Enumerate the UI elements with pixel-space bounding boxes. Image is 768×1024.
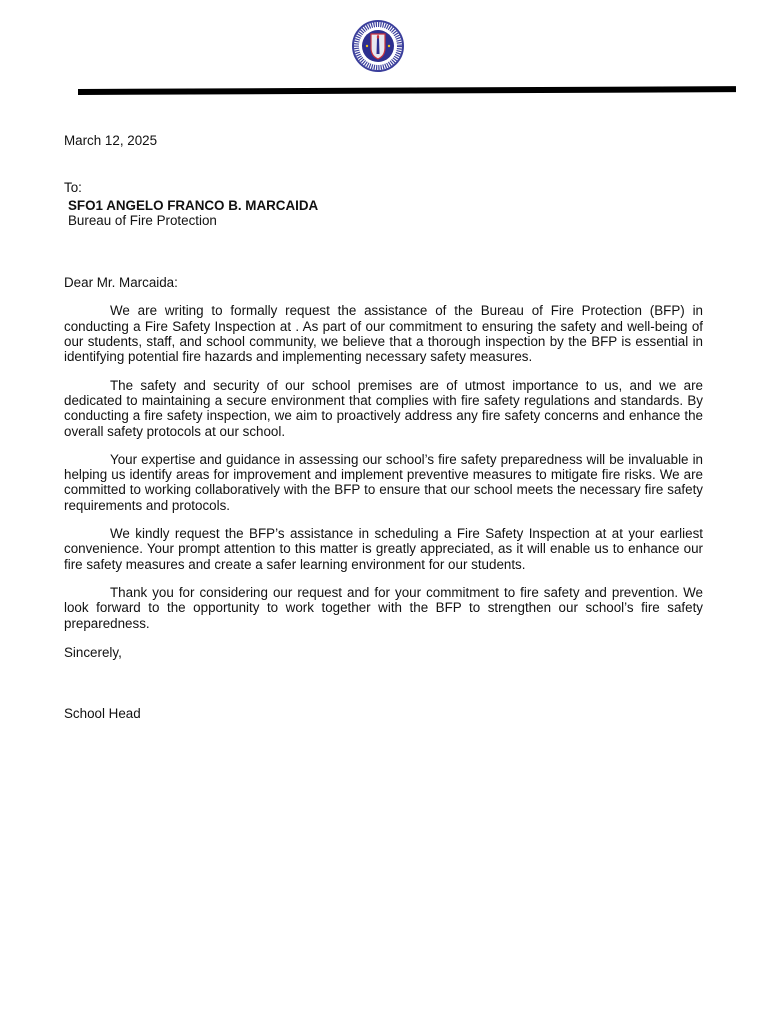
seal-star-left [366, 45, 368, 47]
header-divider-rule [78, 86, 736, 95]
recipient-organization: Bureau of Fire Protection [68, 212, 217, 228]
body-paragraph: We are writing to formally request the assistance of the Bureau of Fire Protection (BFP) in conducting a Fire Safety Inspection at . As part of our commitment to ensuring the safety and well-being of our students, staff, and school community, we believe that a thorough inspection by the BFP is essential in identifying potential fire hazards and implementing necessary safety measures. [64, 303, 703, 365]
seal-star-right [388, 45, 390, 47]
recipient-name: SFO1 ANGELO FRANCO B. MARCAIDA [68, 197, 319, 213]
signatory: School Head [64, 706, 141, 722]
salutation: Dear Mr. Marcaida: [64, 275, 178, 291]
letter-date: March 12, 2025 [64, 133, 158, 148]
letter-body [64, 133, 703, 721]
to-label: To: [64, 180, 82, 196]
body-paragraph: We kindly request the BFP’s assistance in scheduling a Fire Safety Inspection at at your earliest convenience. Your prompt attention to this matter is greatly appreciated, as it will enable us to enhance our fire safety measures and create a safer learning environment for our students. [64, 526, 703, 572]
body-paragraph: Thank you for considering our request and for your commitment to fire safety and prevention. We look forward to the opportunity to work together with the BFP to strengthen our school’s fire safety preparedness. [64, 584, 703, 631]
seal-torch-icon [377, 38, 380, 54]
closing: Sincerely, [64, 644, 122, 660]
deped-seal-logo [350, 20, 406, 72]
body-paragraph: Your expertise and guidance in assessing our school’s fire safety preparedness will be invaluable in helping us identify areas for improvement and implement preventive measures to mitigate fire risks. We are committed to working collaboratively with the BFP to ensure that our school meets the necessary fire safety requirements and protocols. [64, 451, 703, 513]
body-paragraph: The safety and security of our school premises are of utmost importance to us, and we are dedicated to maintaining a secure environment that complies with fire safety regulations and standards. By conducting a fire safety inspection, we aim to proactively address any fire safety concerns and enhance the overall safety protocols at our school. [64, 377, 703, 439]
